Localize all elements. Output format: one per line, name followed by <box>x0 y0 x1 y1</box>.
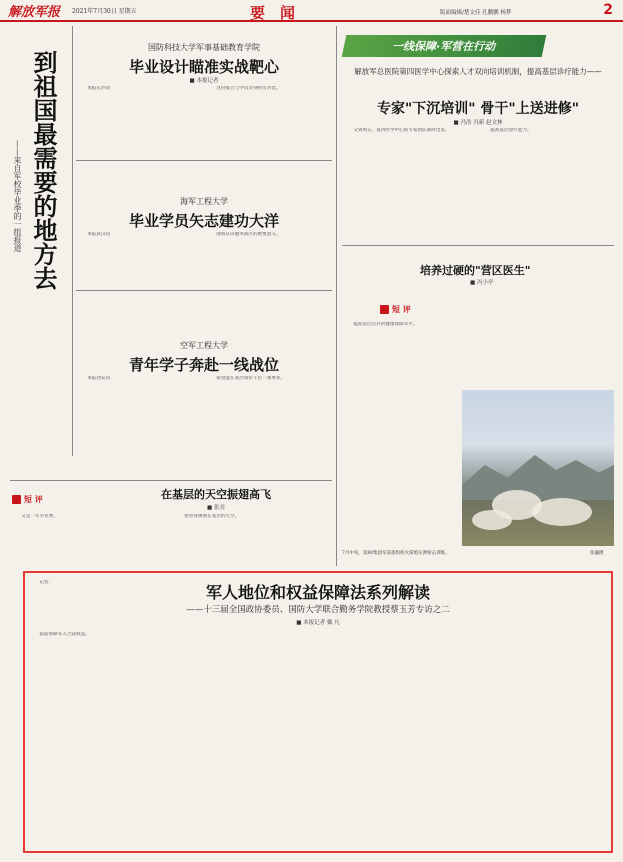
text-column: 把青春镌刻在基层的天空。 <box>184 514 240 519</box>
article-kicker: 解放军总医院第四医学中心探索人才双向培训机制，提高基层诊疗能力—— <box>354 67 602 76</box>
short-comment-tag <box>380 304 411 315</box>
feature-title: 军人地位和权益保障法系列解读 <box>205 583 430 602</box>
masthead <box>0 0 623 22</box>
short-comment-title: 培养过硬的"营区医生" <box>420 264 531 277</box>
vertical-subheadline: ——来自军校毕业季的一组报道 <box>13 140 22 252</box>
text-column: 又到周五，第四医学中心的专家团队准时出发。 <box>353 128 450 133</box>
short-comment-label: 短 评 <box>392 305 411 314</box>
smoke-cloud <box>472 510 512 530</box>
section-rule <box>76 160 332 161</box>
article-kicker: 国防科技大学军事基础教育学院 <box>148 43 260 52</box>
short-comment-body <box>12 514 332 564</box>
page-editors: 版面编辑/楚文佳 孔鹏鹏 杨梦 <box>440 10 512 16</box>
section-rule <box>10 480 332 481</box>
text-column: 记者： <box>39 580 53 585</box>
column-rule <box>336 26 337 566</box>
text-column: 依法保障军人合法权益。 <box>39 632 90 637</box>
article-body <box>344 128 612 240</box>
article-body <box>78 376 330 474</box>
text-column: 本报武汉讯 <box>87 232 111 237</box>
column-banner: 一线保障·军营在行动 <box>342 35 547 57</box>
pen-icon <box>380 305 389 314</box>
article-kicker: 空军工程大学 <box>180 341 228 350</box>
section-rule <box>342 245 614 246</box>
article-kicker: 海军工程大学 <box>180 197 228 206</box>
short-comment-body <box>344 322 612 386</box>
photo-caption: 7月中旬，第80集团军某旅组织火箭炮实弹射击训练。 <box>342 551 450 556</box>
text-column: 提高基层官兵的健康保障水平。 <box>353 322 418 327</box>
page-number: 2 <box>603 2 613 18</box>
short-comment-byline: ■ 冯小亭 <box>470 280 494 286</box>
article-byline: ■ 冯浩 冯新 赵文林 <box>453 120 503 126</box>
text-column: 又是一年毕业季。 <box>21 514 58 519</box>
feature-body <box>30 632 606 846</box>
text-column: 本报长沙讯 <box>87 86 111 91</box>
photo-credit: 张巍摄 <box>590 551 604 556</box>
vertical-headline: 到祖国最需要的地方去 <box>29 50 58 290</box>
text-column: 这份报告与学员亲身经历对比。 <box>216 86 281 91</box>
short-comment-byline: ■ 张亮 <box>207 505 225 511</box>
pen-icon <box>12 495 21 504</box>
text-column: 深刻认识服务战区的重要意义。 <box>216 232 281 237</box>
article-title: 毕业设计瞄准实战靶心 <box>128 58 279 76</box>
feature-subtitle: ——十三届全国政协委员、国防大学联合勤务学院教授蔡玉芳专访之二 <box>186 605 450 615</box>
column-rule <box>72 26 73 456</box>
article-body <box>78 232 330 286</box>
short-comment-label: 短 评 <box>24 495 43 504</box>
section-title: 要 闻 <box>250 4 296 22</box>
short-comment-title: 在基层的天空振翅高飞 <box>161 488 271 501</box>
article-title: 专家"下沉培训" 骨干"上送进修" <box>376 101 580 117</box>
mountain-shape <box>462 450 614 500</box>
feature-byline: ■ 本报记者 戴 凡 <box>296 620 340 626</box>
article-title: 毕业学员矢志建功大洋 <box>128 212 279 230</box>
article-byline: ■ 本报记者 <box>189 78 219 84</box>
smoke-cloud <box>532 498 592 526</box>
issue-date: 2021年7月30日 星期五 <box>72 7 137 15</box>
article-body <box>78 86 330 156</box>
text-column: 本报西安讯 <box>87 376 111 381</box>
newspaper-logo: 解放军报 <box>8 4 61 20</box>
text-column: 提高基层诊疗能力。 <box>490 128 532 133</box>
rocket-artillery-photo <box>462 390 614 546</box>
short-comment-tag <box>12 494 43 505</box>
text-column: 希望能在基层岗位干出一番事业。 <box>216 376 286 381</box>
article-title: 青年学子奔赴一线战位 <box>128 356 279 374</box>
section-rule <box>76 290 332 291</box>
